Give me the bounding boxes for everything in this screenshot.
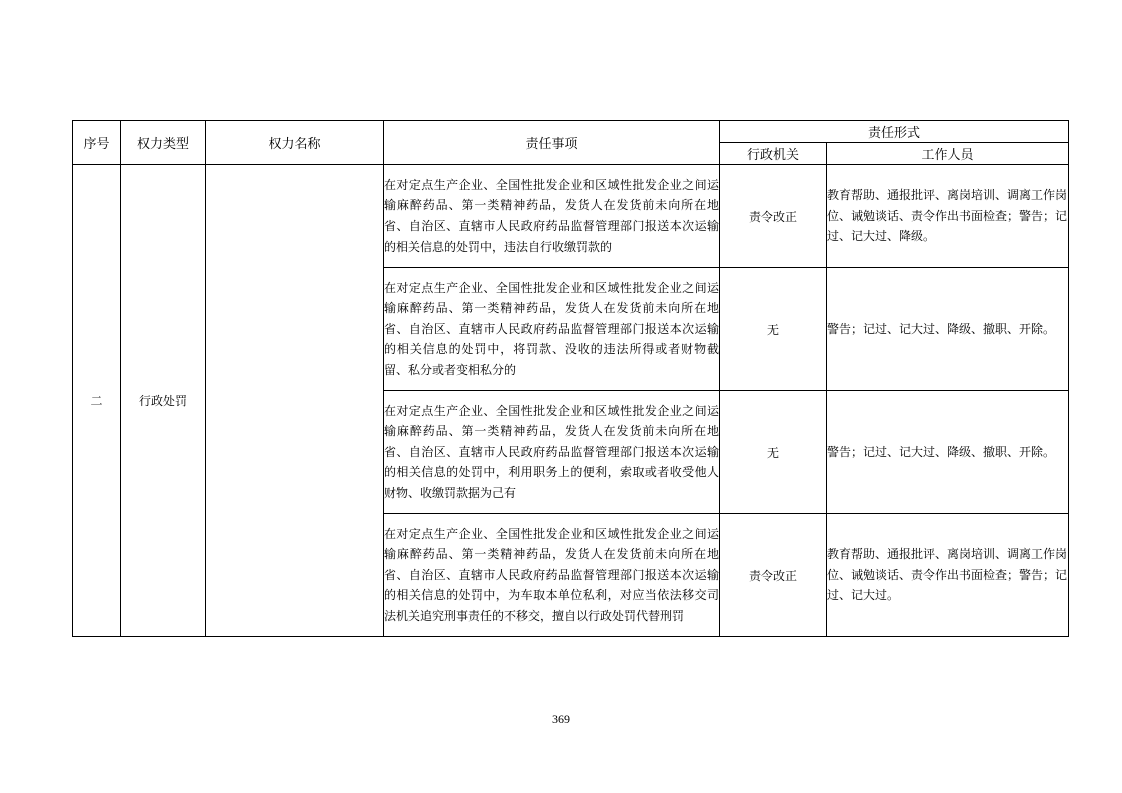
power-name-cell: [206, 165, 384, 637]
responsibility-table: [72, 120, 1069, 637]
seq-cell: 二: [73, 165, 121, 637]
agency-cell: 无: [720, 391, 827, 514]
header-row-1: [73, 121, 1069, 143]
agency-cell: 责令改正: [720, 165, 827, 268]
header-seq: 序号: [73, 121, 121, 165]
page-number: 369: [552, 712, 570, 726]
staff-cell: 教育帮助、通报批评、离岗培训、调离工作岗位、诫勉谈话、责令作出书面检查；警告；记过、记大过。: [827, 514, 1069, 637]
staff-cell: 教育帮助、通报批评、离岗培训、调离工作岗位、诫勉谈话、责令作出书面检查；警告；记过、记大过、降级。: [827, 165, 1069, 268]
matter-cell: 在对定点生产企业、全国性批发企业和区域性批发企业之间运输麻醉药品、第一类精神药品，发货人在发货前未向所在地省、自治区、直辖市人民政府药品监督管理部门报送本次运输的相关信息的处罚中，利用职务上的便利，索取或者收受他人财物、收缴罚款据为己有: [384, 391, 720, 514]
header-staff: 工作人员: [827, 143, 1069, 165]
header-matter: 责任事项: [384, 121, 720, 165]
matter-cell: 在对定点生产企业、全国性批发企业和区域性批发企业之间运输麻醉药品、第一类精神药品，发货人在发货前未向所在地省、自治区、直辖市人民政府药品监督管理部门报送本次运输的相关信息的处罚中，违法自行收缴罚款的: [384, 165, 720, 268]
staff-cell: 警告；记过、记大过、降级、撤职、开除。: [827, 391, 1069, 514]
table-row: [73, 165, 1069, 268]
power-type-cell: 行政处罚: [121, 165, 206, 637]
header-form: 责任形式: [720, 121, 1069, 143]
agency-cell: 责令改正: [720, 514, 827, 637]
matter-cell: 在对定点生产企业、全国性批发企业和区域性批发企业之间运输麻醉药品、第一类精神药品，发货人在发货前未向所在地省、自治区、直辖市人民政府药品监督管理部门报送本次运输的相关信息的处罚中，为车取本单位私利，对应当依法移交司法机关追究刑事责任的不移交，擅自以行政处罚代替刑罚: [384, 514, 720, 637]
staff-cell: 警告；记过、记大过、降级、撤职、开除。: [827, 268, 1069, 391]
header-power-name: 权力名称: [206, 121, 384, 165]
header-agency: 行政机关: [720, 143, 827, 165]
matter-cell: 在对定点生产企业、全国性批发企业和区域性批发企业之间运输麻醉药品、第一类精神药品，发货人在发货前未向所在地省、自治区、直辖市人民政府药品监督管理部门报送本次运输的相关信息的处罚中，将罚款、没收的违法所得或者财物截留、私分或者变相私分的: [384, 268, 720, 391]
header-power-type: 权力类型: [121, 121, 206, 165]
agency-cell: 无: [720, 268, 827, 391]
